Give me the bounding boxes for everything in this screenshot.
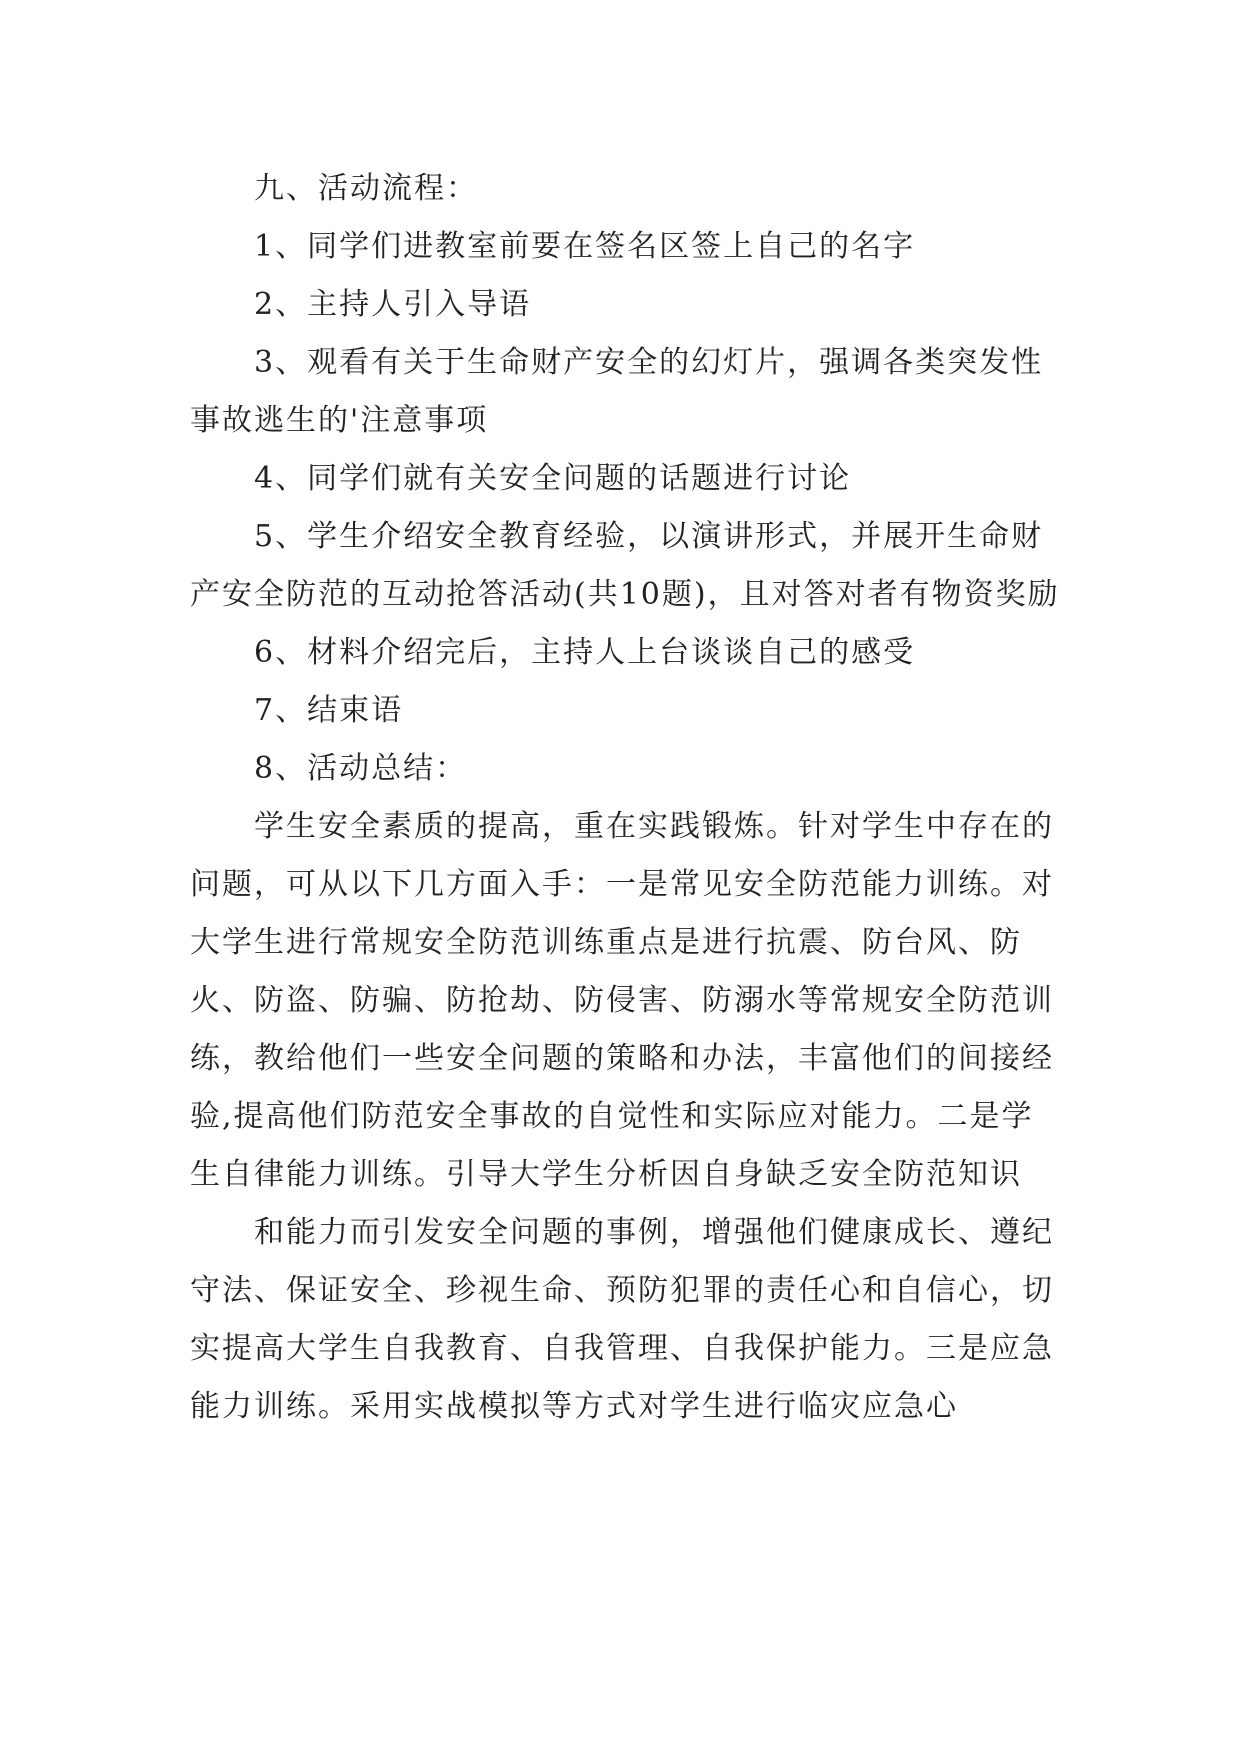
list-item: 5、学生介绍安全教育经验，以演讲形式，并展开生命财产安全防范的互动抢答活动(共10题)，且对答对者有物资奖励 [190, 519, 1060, 612]
body-paragraph: 学生安全素质的提高，重在实践锻炼。针对学生中存在的问题，可从以下几方面入手：一是常见安全防范能力训练。对大学生进行常规安全防范训练重点是进行抗震、防台风、防火、防盗、防骗、防抢劫、防侵害、防溺水等常规安全防范训练，教给他们一些安全问题的策略和办法，丰富他们的间接经验,提高他们防范安全事故的自觉性和实际应对能力。二是学生自律能力训练。引导大学生分析因自身缺乏安全防范知识 [190, 809, 1054, 1192]
list-item: 1、同学们进教室前要在签名区签上自己的名字 [254, 229, 916, 264]
section-heading: 九、活动流程： [254, 171, 478, 206]
document-body [190, 160, 1062, 1436]
list-item: 2、主持人引入导语 [254, 287, 532, 322]
body-paragraph: 和能力而引发安全问题的事例，增强他们健康成长、遵纪守法、保证安全、珍视生命、预防犯罪的责任心和自信心，切实提高大学生自我教育、自我管理、自我保护能力。三是应急能力训练。采用实战模拟等方式对学生进行临灾应急心 [190, 1215, 1054, 1424]
list-item: 4、同学们就有关安全问题的话题进行讨论 [254, 461, 852, 496]
list-item: 3、观看有关于生命财产安全的幻灯片，强调各类突发性事故逃生的'注意事项 [190, 345, 1044, 438]
list-item: 7、结束语 [254, 693, 404, 728]
list-item: 8、活动总结： [254, 751, 468, 786]
list-item: 6、材料介绍完后，主持人上台谈谈自己的感受 [254, 635, 916, 670]
